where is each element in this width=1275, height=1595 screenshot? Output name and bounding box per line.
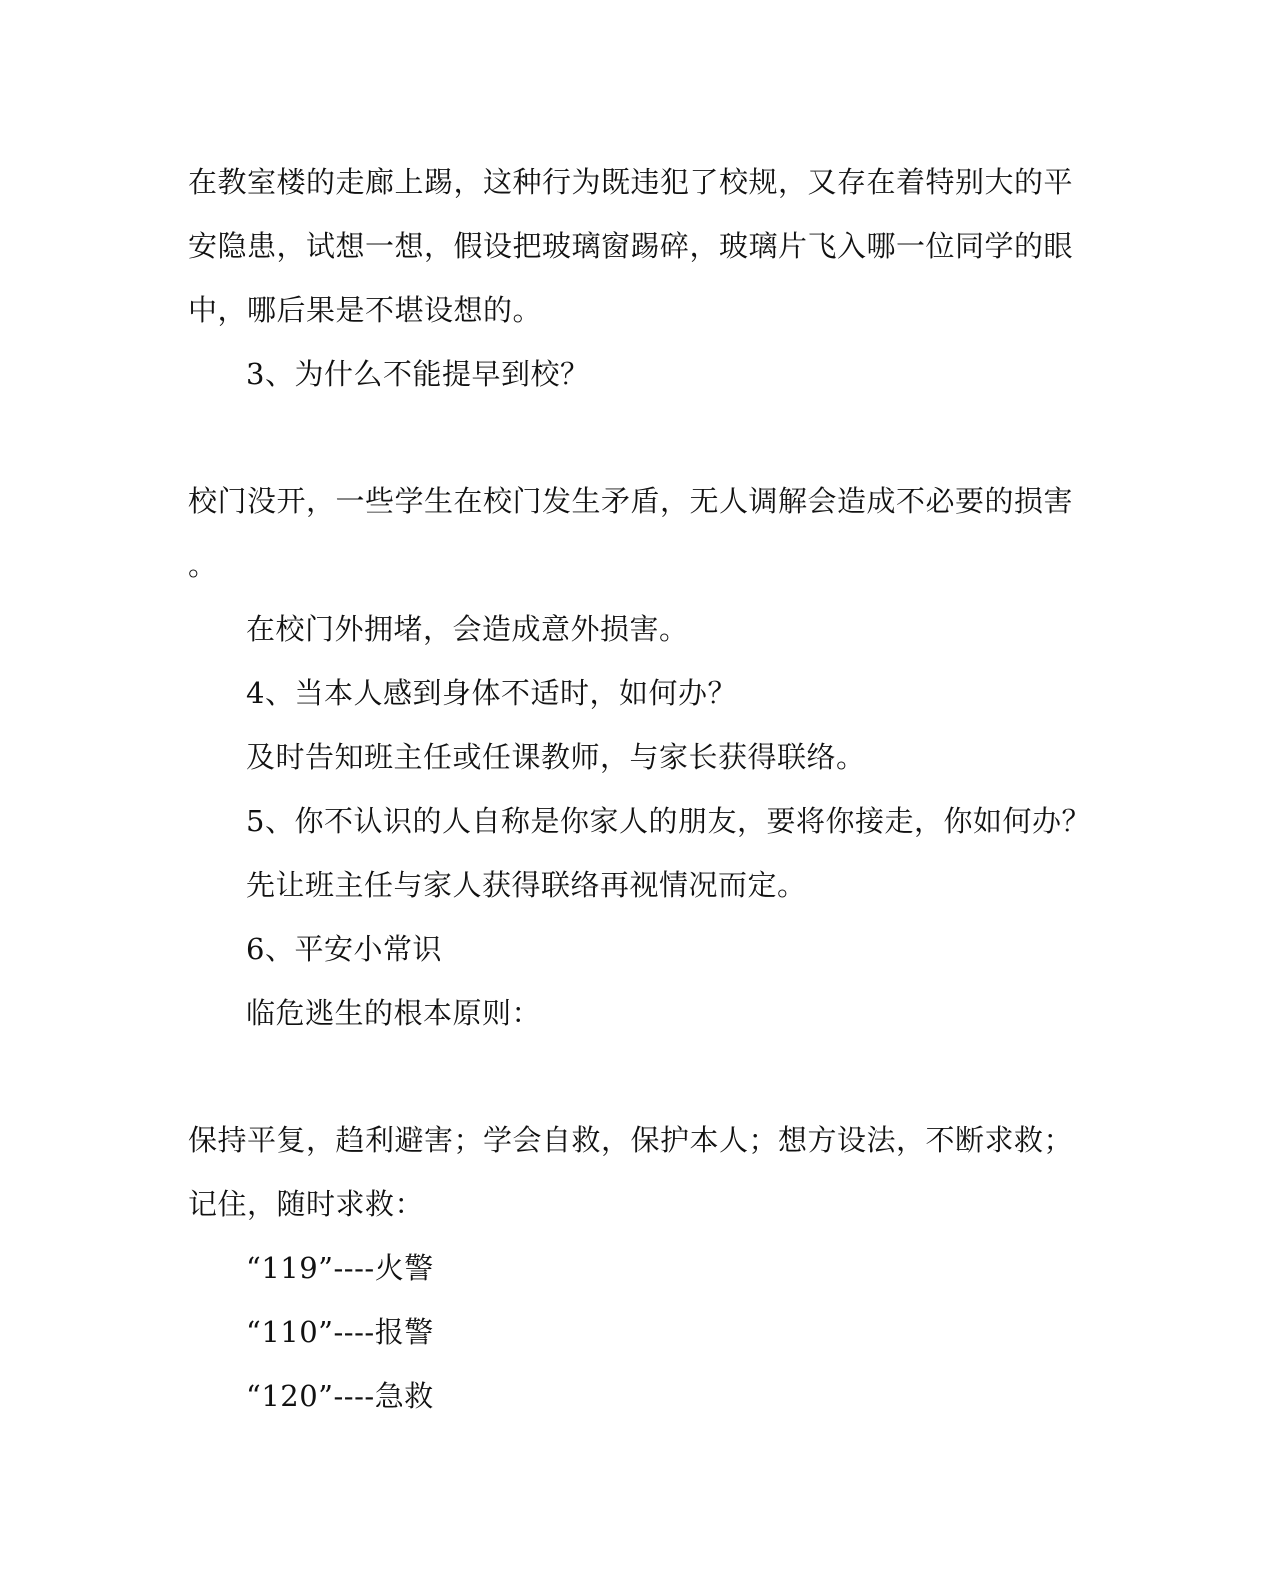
paragraph-line: 安隐患，试想一想，假设把玻璃窗踢碎，玻璃片飞入哪一位同学的眼 (188, 229, 1074, 263)
question-heading: 5、你不认识的人自称是你家人的朋友，要将你接走，你如何办？ (246, 804, 1091, 838)
paragraph-line: 临危逃生的根本原则： (246, 996, 542, 1030)
section-heading: 6、平安小常识 (246, 932, 442, 966)
paragraph-line: 及时告知班主任或任课教师，与家长获得联络。 (246, 740, 866, 774)
question-heading: 4、当本人感到身体不适时，如何办？ (246, 676, 737, 710)
emergency-number-police: “110”----报警 (246, 1315, 434, 1349)
paragraph-line: 校门没开，一些学生在校门发生矛盾，无人调解会造成不必要的损害 (188, 484, 1074, 518)
paragraph-line: 在校门外拥堵，会造成意外损害。 (246, 612, 689, 646)
emergency-number-fire: “119”----火警 (246, 1251, 434, 1285)
paragraph-line: 记住，随时求救： (188, 1187, 425, 1221)
paragraph-line: 保持平复，趋利避害；学会自救，保护本人；想方设法，不断求救； (188, 1123, 1074, 1157)
paragraph-line: 。 (188, 548, 218, 582)
paragraph-line: 中，哪后果是不堪设想的。 (188, 293, 543, 327)
emergency-number-ambulance: “120”----急救 (246, 1379, 434, 1413)
paragraph-line: 先让班主任与家人获得联络再视情况而定。 (246, 868, 807, 902)
paragraph-line: 在教室楼的走廊上踢，这种行为既违犯了校规，又存在着特别大的平 (188, 165, 1074, 199)
question-heading: 3、为什么不能提早到校？ (246, 357, 590, 391)
